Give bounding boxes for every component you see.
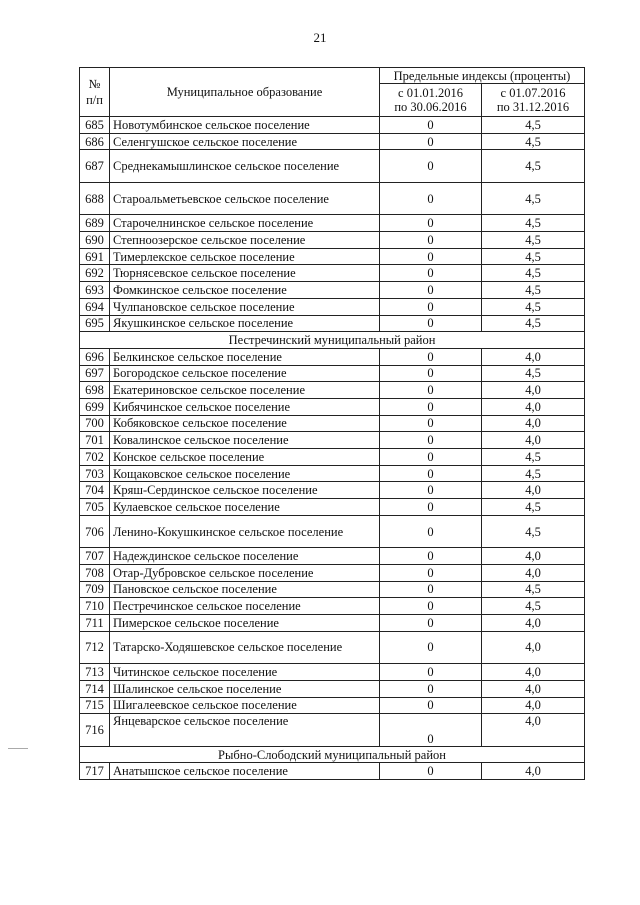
row-number: 687 <box>80 150 110 183</box>
index-period-2: 4,5 <box>482 315 585 332</box>
index-period-2: 4,0 <box>482 697 585 714</box>
index-period-1: 0 <box>380 432 482 449</box>
index-period-2: 4,5 <box>482 465 585 482</box>
row-number: 701 <box>80 432 110 449</box>
table-row <box>80 398 585 415</box>
settlement-name: Пимерское сельское поселение <box>110 615 380 632</box>
settlement-name: Пестречинское сельское поселение <box>110 598 380 615</box>
table-row <box>80 615 585 632</box>
settlement-name: Среднекамышлинское сельское поселение <box>110 150 380 183</box>
table-row <box>80 133 585 150</box>
table-row <box>80 365 585 382</box>
settlement-name: Кобяковское сельское поселение <box>110 415 380 432</box>
district-name: Пестречинский муниципальный район <box>80 332 585 349</box>
header-num <box>80 68 110 117</box>
row-number: 717 <box>80 763 110 780</box>
index-period-1: 0 <box>380 215 482 232</box>
index-period-2: 4,0 <box>482 680 585 697</box>
row-number: 702 <box>80 449 110 466</box>
row-number: 690 <box>80 232 110 249</box>
header-group: Предельные индексы (проценты) <box>380 68 585 84</box>
settlement-name: Белкинское сельское поселение <box>110 348 380 365</box>
table-row <box>80 117 585 134</box>
header-period-1 <box>380 84 482 117</box>
index-period-2: 4,0 <box>482 615 585 632</box>
index-period-2: 4,5 <box>482 248 585 265</box>
index-period-2: 4,5 <box>482 598 585 615</box>
row-number: 699 <box>80 398 110 415</box>
header-name: Муниципальное образование <box>110 68 380 117</box>
index-period-1: 0 <box>380 248 482 265</box>
index-period-1: 0 <box>380 265 482 282</box>
row-number: 704 <box>80 482 110 499</box>
settlement-name: Новотумбинское сельское поселение <box>110 117 380 134</box>
settlement-name: Ленино-Кокушкинское сельское поселение <box>110 515 380 548</box>
index-period-2: 4,0 <box>482 415 585 432</box>
header-num-label: № п/п <box>86 77 103 107</box>
index-period-2: 4,5 <box>482 581 585 598</box>
index-period-1: 0 <box>380 382 482 399</box>
row-number: 691 <box>80 248 110 265</box>
settlement-name: Пановское сельское поселение <box>110 581 380 598</box>
row-number: 705 <box>80 499 110 516</box>
index-period-1: 0 <box>380 298 482 315</box>
row-number: 692 <box>80 265 110 282</box>
settlement-name: Конское сельское поселение <box>110 449 380 466</box>
header-period-2-label: с 01.07.2016 по 31.12.2016 <box>496 86 570 114</box>
index-period-1: 0 <box>380 133 482 150</box>
index-period-1: 0 <box>380 315 482 332</box>
index-period-1: 0 <box>380 415 482 432</box>
table-row <box>80 482 585 499</box>
settlement-name: Фомкинское сельское поселение <box>110 282 380 299</box>
settlement-name: Кряш-Сердинское сельское поселение <box>110 482 380 499</box>
row-number: 700 <box>80 415 110 432</box>
settlement-name: Кулаевское сельское поселение <box>110 499 380 516</box>
index-period-2: 4,5 <box>482 215 585 232</box>
table-row <box>80 382 585 399</box>
settlement-name: Чулпановское сельское поселение <box>110 298 380 315</box>
index-period-1: 0 <box>380 365 482 382</box>
row-number: 696 <box>80 348 110 365</box>
row-number: 694 <box>80 298 110 315</box>
row-number: 695 <box>80 315 110 332</box>
index-period-1: 0 <box>380 564 482 581</box>
row-number: 689 <box>80 215 110 232</box>
index-period-2: 4,5 <box>482 117 585 134</box>
settlement-name: Якушкинское сельское поселение <box>110 315 380 332</box>
index-period-1: 0 <box>380 465 482 482</box>
table-row <box>80 348 585 365</box>
index-period-2: 4,0 <box>482 664 585 681</box>
index-period-1: 0 <box>380 680 482 697</box>
index-period-1: 0 <box>380 482 482 499</box>
index-period-2: 4,5 <box>482 182 585 215</box>
district-name: Рыбно-Слободский муниципальный район <box>80 746 585 763</box>
table-row <box>80 232 585 249</box>
table-row <box>80 449 585 466</box>
index-period-1: 0 <box>380 515 482 548</box>
table-row <box>80 150 585 183</box>
index-period-1: 0 <box>380 548 482 565</box>
table-row <box>80 298 585 315</box>
table-row <box>80 631 585 664</box>
index-period-1: 0 <box>380 664 482 681</box>
table-row <box>80 215 585 232</box>
index-period-1: 0 <box>380 282 482 299</box>
row-number: 709 <box>80 581 110 598</box>
index-period-2: 4,0 <box>482 348 585 365</box>
index-period-1: 0 <box>380 581 482 598</box>
table-row <box>80 581 585 598</box>
table-row <box>80 714 585 747</box>
settlement-name: Богородское сельское поселение <box>110 365 380 382</box>
table-row <box>80 515 585 548</box>
index-period-1: 0 <box>380 398 482 415</box>
row-number: 716 <box>80 714 110 747</box>
index-period-2: 4,5 <box>482 133 585 150</box>
table-row <box>80 182 585 215</box>
row-number: 685 <box>80 117 110 134</box>
settlement-name: Отар-Дубровское сельское поселение <box>110 564 380 581</box>
table-row <box>80 564 585 581</box>
table-row <box>80 598 585 615</box>
header-period-2 <box>482 84 585 117</box>
page-number: 21 <box>313 30 327 45</box>
row-number: 706 <box>80 515 110 548</box>
table-row <box>80 680 585 697</box>
index-period-2: 4,5 <box>482 298 585 315</box>
settlement-name: Шигалеевское сельское поселение <box>110 697 380 714</box>
indices-table <box>79 67 585 780</box>
index-period-2: 4,0 <box>482 482 585 499</box>
index-period-2: 4,0 <box>482 763 585 780</box>
index-period-1: 0 <box>380 615 482 632</box>
table-row <box>80 282 585 299</box>
settlement-name: Кибячинское сельское поселение <box>110 398 380 415</box>
row-number: 686 <box>80 133 110 150</box>
index-period-2: 4,0 <box>482 631 585 664</box>
index-period-2: 4,0 <box>482 564 585 581</box>
index-period-2: 4,0 <box>482 398 585 415</box>
settlement-name: Татарско-Ходяшевское сельское поселение <box>110 631 380 664</box>
row-number: 707 <box>80 548 110 565</box>
index-period-2: 4,5 <box>482 365 585 382</box>
row-number: 688 <box>80 182 110 215</box>
row-number: 693 <box>80 282 110 299</box>
settlement-name: Степноозерское сельское поселение <box>110 232 380 249</box>
table-row <box>80 315 585 332</box>
index-period-2: 4,5 <box>482 282 585 299</box>
index-period-1: 0 <box>380 348 482 365</box>
index-period-2: 4,5 <box>482 265 585 282</box>
index-period-2: 4,5 <box>482 150 585 183</box>
index-period-1: 0 <box>380 449 482 466</box>
settlement-name: Надеждинское сельское поселение <box>110 548 380 565</box>
table-row <box>80 432 585 449</box>
index-period-2: 4,0 <box>482 548 585 565</box>
row-number: 715 <box>80 697 110 714</box>
settlement-name: Староальметьевское сельское поселение <box>110 182 380 215</box>
index-period-2: 4,5 <box>482 449 585 466</box>
table-row <box>80 499 585 516</box>
index-period-2: 4,5 <box>482 499 585 516</box>
index-period-1: 0 <box>380 697 482 714</box>
row-number: 697 <box>80 365 110 382</box>
index-period-2: 4,5 <box>482 232 585 249</box>
table-row <box>80 415 585 432</box>
index-period-1: 0 <box>380 182 482 215</box>
settlement-name: Читинское сельское поселение <box>110 664 380 681</box>
index-period-2: 4,0 <box>482 382 585 399</box>
index-period-1: 0 <box>380 598 482 615</box>
index-period-1: 0 <box>380 150 482 183</box>
row-number: 711 <box>80 615 110 632</box>
table-body <box>80 117 585 780</box>
settlement-name: Ковалинское сельское поселение <box>110 432 380 449</box>
district-row <box>80 746 585 763</box>
index-period-2: 4,0 <box>482 432 585 449</box>
table-row <box>80 548 585 565</box>
index-period-1: 0 <box>380 631 482 664</box>
row-number: 714 <box>80 680 110 697</box>
table-row <box>80 248 585 265</box>
index-period-2: 4,0 <box>482 714 585 747</box>
settlement-name: Тюрнясевское сельское поселение <box>110 265 380 282</box>
row-number: 713 <box>80 664 110 681</box>
row-number: 703 <box>80 465 110 482</box>
table-row <box>80 697 585 714</box>
table-row <box>80 664 585 681</box>
settlement-name: Тимерлекское сельское поселение <box>110 248 380 265</box>
table-row <box>80 465 585 482</box>
index-period-1: 0 <box>380 714 482 747</box>
index-period-1: 0 <box>380 117 482 134</box>
row-number: 712 <box>80 631 110 664</box>
settlement-name: Селенгушское сельское поселение <box>110 133 380 150</box>
row-number: 698 <box>80 382 110 399</box>
margin-mark <box>8 748 28 749</box>
settlement-name: Екатериновское сельское поселение <box>110 382 380 399</box>
index-period-1: 0 <box>380 499 482 516</box>
row-number: 710 <box>80 598 110 615</box>
settlement-name: Шалинское сельское поселение <box>110 680 380 697</box>
row-number: 708 <box>80 564 110 581</box>
header-period-1-label: с 01.01.2016 по 30.06.2016 <box>394 86 467 114</box>
settlement-name: Кощаковское сельское поселение <box>110 465 380 482</box>
table-row <box>80 265 585 282</box>
district-row <box>80 332 585 349</box>
table-row <box>80 763 585 780</box>
settlement-name: Анатышское сельское поселение <box>110 763 380 780</box>
index-period-1: 0 <box>380 763 482 780</box>
settlement-name: Янцеварское сельское поселение <box>110 714 380 747</box>
settlement-name: Старочелнинское сельское поселение <box>110 215 380 232</box>
index-period-1: 0 <box>380 232 482 249</box>
index-period-2: 4,5 <box>482 515 585 548</box>
